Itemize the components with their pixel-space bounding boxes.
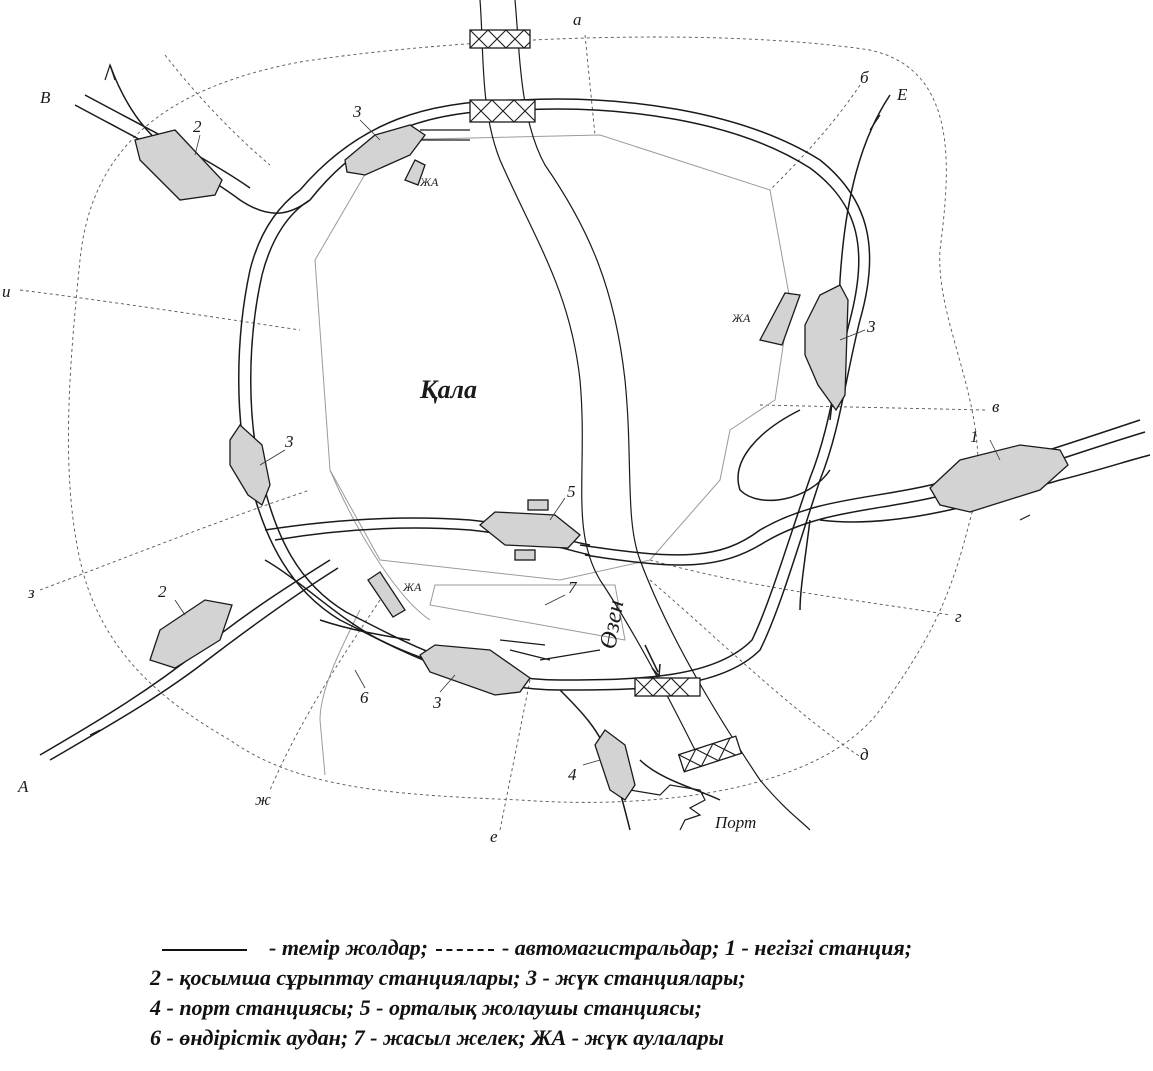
river-flow-arrow (645, 645, 660, 676)
freight-station-3-west (230, 425, 270, 505)
legend-road-swatch (436, 949, 494, 951)
port-station-4 (595, 730, 635, 800)
legend-rail-swatch (162, 949, 247, 951)
passenger-station-5 (480, 512, 580, 548)
bridge-ring-south (635, 678, 700, 696)
river-label: Өзен (595, 598, 630, 652)
sorting-station-2-nw (135, 130, 222, 200)
station-label-freight-west: 3 (285, 432, 294, 451)
sorting-station-2-sw (150, 600, 232, 668)
road-label-e: е (490, 827, 498, 846)
road-label-d: д (860, 745, 869, 764)
road-label-a: а (573, 10, 582, 29)
legend (150, 933, 1150, 1053)
road-label-i: и (2, 282, 11, 301)
passenger-platform-bottom (515, 550, 535, 560)
stations (135, 125, 1068, 800)
road-label-g: г (955, 607, 962, 626)
station-label-main: 1 (970, 427, 979, 446)
leaders (175, 120, 1000, 765)
road-label-v: в (992, 397, 1000, 416)
direction-e: Е (897, 85, 908, 104)
direction-v: В (40, 88, 51, 107)
freight-yard-east (760, 293, 800, 345)
legend-line-1 (150, 933, 1150, 963)
port-piers (630, 785, 705, 830)
bridge-port (679, 736, 742, 772)
river (480, 0, 810, 830)
city-boundary (315, 135, 790, 580)
zone-label-green: 7 (568, 578, 577, 597)
station-label-sorting-nw: 2 (193, 117, 202, 136)
station-label-passenger: 5 (567, 482, 576, 501)
legend-line-2: 2 - қосымша сұрыптау станциялары; 3 - жүк станциялары; (150, 965, 746, 990)
yard-label-north: ЖА (420, 175, 439, 189)
freight-station-3-south (420, 645, 530, 695)
yard-label-south: ЖА (403, 580, 422, 594)
zone-label-industrial: 6 (360, 688, 369, 707)
station-label-port: 4 (568, 765, 577, 784)
station-label-freight-east: 3 (867, 317, 876, 336)
green-zone (430, 585, 625, 640)
road-label-zh: ж (255, 790, 271, 809)
port-label: Порт (715, 813, 757, 832)
legend-road-text: - автомагистральдар; 1 - негізгі станция; (501, 935, 913, 960)
city-label: Қала (420, 375, 477, 404)
station-label-sorting-sw: 2 (158, 582, 167, 601)
main-station-1 (930, 445, 1068, 512)
station-label-freight-north: 3 (353, 102, 362, 121)
direction-a: А (18, 777, 29, 796)
station-label-freight-south: 3 (433, 693, 442, 712)
road-label-b: б (860, 68, 869, 87)
legend-line-4: 6 - өндірістік аудан; 7 - жасыл желек; ЖА - жүк аулалары (150, 1025, 724, 1050)
yard-label-east: ЖА (732, 311, 751, 325)
road-label-z: з (28, 583, 35, 602)
legend-rail-text: - темір жолдар; (269, 935, 428, 960)
bridge-top (470, 30, 530, 48)
legend-line-3: 4 - порт станциясы; 5 - орталық жолаушы станциясы; (150, 995, 702, 1020)
passenger-platform-top (528, 500, 548, 510)
bridges (470, 30, 741, 772)
bridge-ring-north (470, 100, 535, 122)
freight-station-3-east (805, 285, 848, 410)
